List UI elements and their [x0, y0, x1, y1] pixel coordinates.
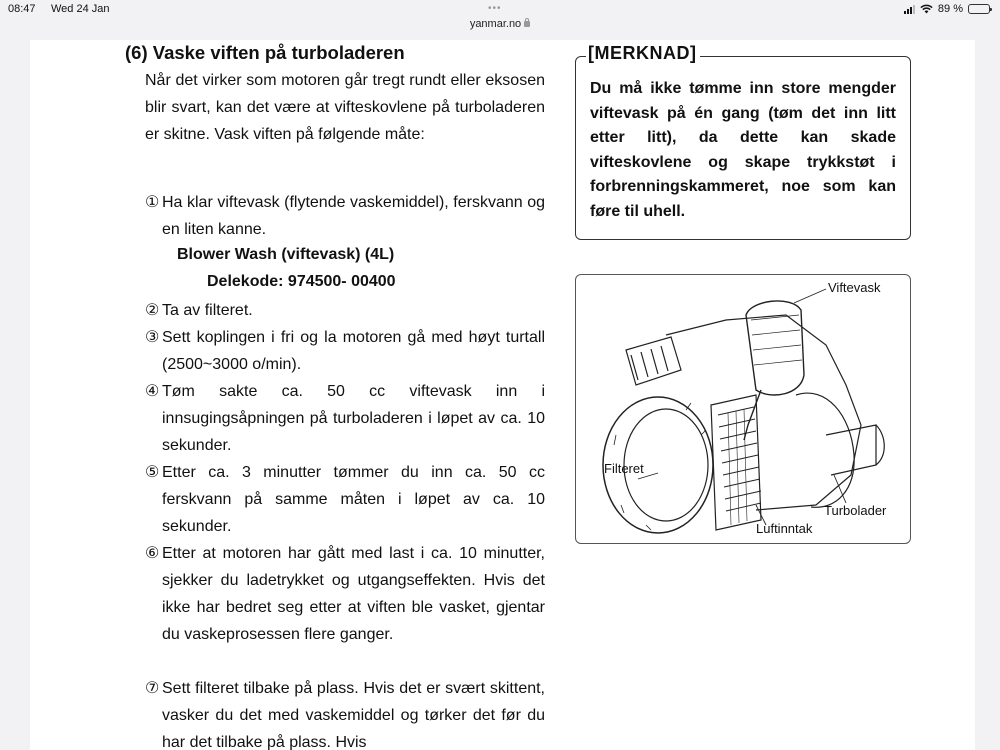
step-number: ③ [145, 329, 160, 346]
turbo-wash-figure [575, 274, 911, 544]
intro-paragraph: Når det virker som motoren går tregt rundt eller eksosen blir svart, kan det være at vifteskovlene på turboladeren er skitne. Vask viften på følgende måte: [145, 72, 545, 143]
step-number: ② [145, 302, 160, 319]
step-text: Etter ca. 3 minutter tømmer du inn ca. 50 cc ferskvann på samme måten i løpet av ca. 10 sekunder. [162, 464, 545, 535]
step-1 [145, 189, 545, 243]
label-luftinntak: Luftinntak [756, 521, 813, 536]
step-text: Sett koplingen i fri og la motoren gå med høyt turtall (2500~3000 o/min). [162, 329, 545, 373]
section-heading: (6) Vaske viften på turboladeren [125, 42, 405, 63]
step-text: Ha klar viftevask (flytende vaskemiddel), ferskvann og en liten kanne. [162, 194, 545, 238]
product-name: Blower Wash (viftevask) (4L) [177, 246, 395, 263]
step-text: Tøm sakte ca. 50 cc viftevask inn i innsugingsåpningen på turboladeren i løpet av ca. 10 sekunder. [162, 383, 545, 454]
address-bar[interactable] [0, 18, 1000, 30]
battery-icon [968, 4, 990, 14]
label-viftevask: Viftevask [828, 280, 881, 295]
step-text: Etter at motoren har gått med last i ca. 10 minutter, sjekker du ladetrykket og utgangseffekten. Hvis det ikke har bedret seg etter at viften ble vasket, gjentar du vaskeprosessen flere ganger. [162, 545, 545, 643]
status-date: Wed 24 Jan [51, 3, 110, 15]
note-body: Du må ikke tømme inn store mengder viftevask på én gang (tøm det inn litt etter litt), da dette kan skade vifteskovlene og skape trykkstøt i forbrenningskammeret, noe som kan føre til uhell. [590, 80, 896, 220]
step-2 [145, 297, 545, 324]
status-bar [0, 0, 1000, 20]
step-number: ① [145, 194, 160, 211]
note-box [575, 43, 911, 240]
wifi-icon [920, 4, 933, 14]
step-3 [145, 324, 545, 378]
lock-icon [524, 21, 530, 27]
label-filteret: Filteret [604, 461, 644, 476]
url-text: yanmar.no [469, 18, 522, 30]
step-number: ⑤ [145, 464, 160, 481]
note-title: [MERKNAD] [586, 43, 700, 64]
step-number: ④ [145, 383, 160, 400]
step-text: Sett filteret tilbake på plass. Hvis det er svært skittent, vasker du det med vaskemiddel og tørker det før du har det tilbake på plass. Hvis [162, 680, 545, 750]
intake-pipe [626, 337, 681, 385]
step-number: ⑥ [145, 545, 160, 562]
engine-body [666, 315, 861, 510]
label-turbolader: Turbolader [824, 503, 887, 518]
step-6 [145, 540, 545, 648]
step-7 [145, 675, 545, 750]
part-code: Delekode: 974500- 00400 [207, 273, 396, 290]
step-4 [145, 378, 545, 459]
cellular-signal-icon [904, 5, 915, 14]
document-page [30, 40, 975, 750]
status-time: 08:47 [8, 3, 36, 15]
exhaust-pipe [826, 425, 876, 475]
step-5 [145, 459, 545, 540]
battery-percentage: 89 % [937, 3, 963, 15]
status-indicators [904, 3, 990, 15]
step-number: ⑦ [145, 680, 160, 697]
step-text: Ta av filteret. [162, 302, 253, 319]
turbo-housing [796, 393, 854, 507]
tab-dots-icon[interactable]: ••• [488, 3, 502, 14]
